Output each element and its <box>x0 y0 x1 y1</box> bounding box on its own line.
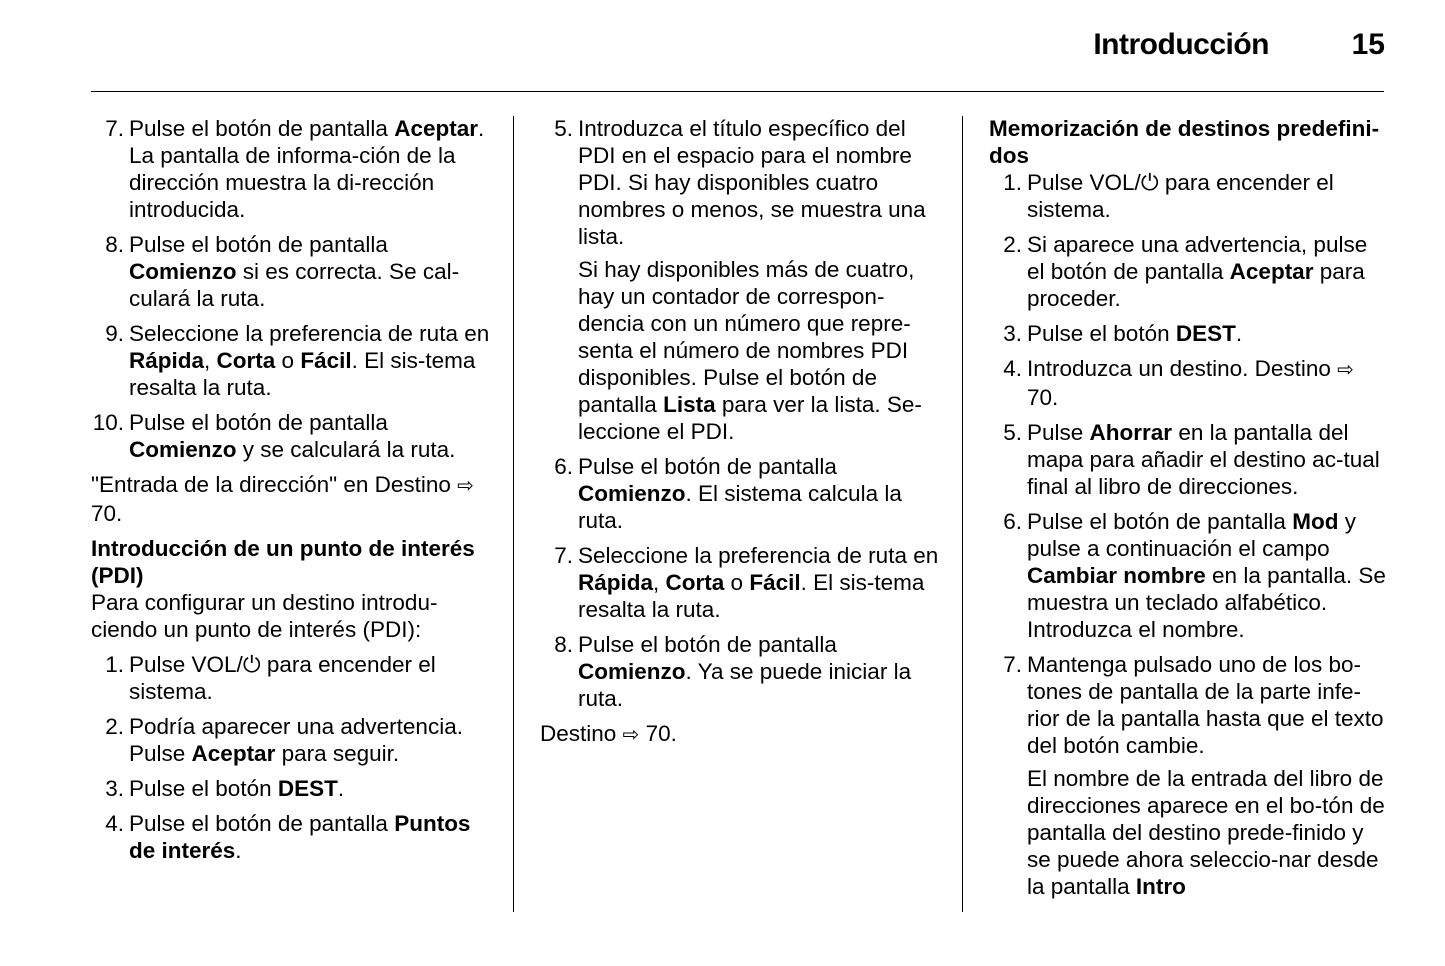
header-title: Introducción <box>1093 28 1269 61</box>
option-name: Corta <box>216 348 276 373</box>
button-name: Comienzo <box>578 659 686 684</box>
page-number: 15 <box>1351 28 1385 61</box>
item-text: Pulse el botón <box>1027 321 1176 346</box>
list-item <box>989 231 1389 312</box>
button-name: Ahorrar <box>1089 420 1173 445</box>
list-item <box>540 453 940 534</box>
item-text: Si aparece una advertencia, pulse el botón de pantalla <box>1027 232 1368 284</box>
item-text: Pulse el botón <box>129 776 278 801</box>
item-number: 7. <box>554 543 573 568</box>
button-name: Aceptar <box>1229 259 1314 284</box>
item-number: 4. <box>1003 356 1022 381</box>
list-item <box>91 775 496 802</box>
step-list-address <box>91 115 496 463</box>
cross-reference <box>91 471 496 527</box>
item-text: si es correcta. Se cal-culará la ruta. <box>129 259 460 311</box>
item-number: 7. <box>1003 652 1022 677</box>
button-name: Puntos de interés <box>129 811 471 863</box>
item-text: Podría aparecer una advertencia. Pulse <box>129 714 463 766</box>
power-icon: ⏻ <box>242 652 261 677</box>
item-text: . El sistema calcula la ruta. <box>578 481 902 533</box>
button-name: Comienzo <box>129 259 237 284</box>
page-arrow-icon: ⇨ <box>1337 359 1354 381</box>
item-text: en la pantalla del mapa para añadir el destino ac-tual final al libro de direcciones. <box>1027 420 1380 499</box>
item-number: 1. <box>105 652 124 677</box>
button-name: DEST <box>277 776 338 801</box>
item-number: 3. <box>1003 321 1022 346</box>
option-name: Rápida <box>129 348 205 373</box>
item-text: . <box>235 838 242 863</box>
list-item <box>540 542 940 623</box>
item-text: para encender el sistema. <box>1027 170 1334 222</box>
list-item <box>91 231 496 312</box>
button-name: Aceptar <box>191 741 276 766</box>
field-name: Cambiar nombre <box>1027 563 1206 588</box>
item-text: Pulse el botón de pantalla <box>1027 509 1293 534</box>
item-number: 9. <box>105 321 124 346</box>
reference-page: 70. <box>645 721 677 746</box>
item-text: Mantenga pulsado uno de los bo-tones de pantalla de la parte infe-rior de la pantalla hasta que el texto del botón cambie. <box>1027 652 1384 758</box>
button-name: Mod <box>1292 509 1339 534</box>
button-name: Aceptar <box>394 116 478 141</box>
section-heading: Memorización de destinos predefini-dos <box>989 116 1380 168</box>
column-1 <box>91 115 496 872</box>
column-3 <box>989 115 1389 908</box>
item-text: 70. <box>1027 385 1059 410</box>
power-icon: ⏻ <box>1140 170 1159 195</box>
list-item <box>91 409 496 463</box>
button-name: DEST <box>1175 321 1236 346</box>
item-text: El nombre de la entrada del libro de direcciones aparece en el bo-tón de pantalla del destino prede-finido y se puede ahora seleccio-nar desde la pantalla <box>1027 766 1385 899</box>
item-text: en la pantalla. Se muestra un teclado alfabético. Introduzca el nombre. <box>1027 563 1386 642</box>
item-number: 6. <box>554 454 573 479</box>
section-heading: Introducción de un punto de interés (PDI) <box>91 536 475 588</box>
reference-page: 70. <box>91 501 123 526</box>
item-text: y pulse a continuación el campo <box>1027 509 1356 561</box>
reference-text: "Entrada de la dirección" en Destino <box>91 472 451 497</box>
list-item <box>91 651 496 705</box>
header-rule <box>91 91 1384 92</box>
item-text: Pulse el botón de pantalla <box>578 632 837 657</box>
option-name: Fácil <box>749 570 801 595</box>
button-name: Lista <box>663 392 716 417</box>
item-text: para encender el sistema. <box>129 652 436 704</box>
item-number: 3. <box>105 776 124 801</box>
item-text: Seleccione la preferencia de ruta en <box>578 543 939 568</box>
option-name: Rápida <box>578 570 654 595</box>
list-item <box>989 320 1389 347</box>
item-text: Pulse el botón de pantalla <box>129 232 388 257</box>
item-text: Introduzca un destino. Destino <box>1027 356 1338 381</box>
column-divider-2 <box>962 116 963 912</box>
option-name: Fácil <box>300 348 352 373</box>
button-name: Comienzo <box>578 481 686 506</box>
item-text: o <box>275 348 301 373</box>
reference-text: Destino <box>540 721 617 746</box>
item-text: Seleccione la preferencia de ruta en <box>129 321 490 346</box>
column-divider-1 <box>513 116 514 912</box>
column-2 <box>540 115 940 757</box>
item-number: 7. <box>105 116 124 141</box>
item-number: 4. <box>105 811 124 836</box>
item-number: 8. <box>105 232 124 257</box>
item-number: 2. <box>105 714 124 739</box>
list-item <box>91 320 496 401</box>
item-text: , <box>653 570 666 595</box>
list-item <box>989 355 1389 411</box>
item-text: . La pantalla de informa-ción de la dirección muestra la di-rección introducida. <box>129 116 485 222</box>
step-list-poi <box>91 651 496 864</box>
item-number: 1. <box>1003 170 1022 195</box>
section-intro: Para configurar un destino introdu-ciendo un punto de interés (PDI): <box>91 590 438 642</box>
option-name: Corta <box>665 570 725 595</box>
item-text: . El sis-tema resalta la ruta. <box>578 570 925 622</box>
item-text: para ver la lista. Se-leccione el PDI. <box>578 392 922 444</box>
item-text: Introduzca el título específico del PDI en el espacio para el nombre PDI. Si hay disponibles cuatro nombres o menos, se muestra una lista. <box>578 116 926 249</box>
list-item-note <box>989 765 1389 900</box>
item-text: Si hay disponibles más de cuatro, hay un contador de correspon-dencia con un número que repre-senta el número de nombres PDI disponibles. Pulse el botón de pantalla <box>578 257 915 417</box>
list-item <box>540 631 940 712</box>
button-name: Intro <box>1135 874 1186 899</box>
item-text: . <box>337 776 345 801</box>
list-item <box>989 419 1389 500</box>
page-arrow-icon: ⇨ <box>622 724 640 746</box>
item-text: Pulse <box>1027 420 1090 445</box>
item-text: Pulse el botón de pantalla <box>129 116 395 141</box>
cross-reference <box>540 720 940 749</box>
item-text: . Ya se puede iniciar la ruta. <box>578 659 912 711</box>
item-text: Pulse VOL/ <box>1027 170 1141 195</box>
item-text: para proceder. <box>1027 259 1365 311</box>
item-text: Pulse VOL/ <box>129 652 243 677</box>
item-text: o <box>724 570 750 595</box>
item-number: 5. <box>554 116 573 141</box>
item-text: Pulse el botón de pantalla <box>129 811 395 836</box>
item-text: para seguir. <box>275 741 400 766</box>
step-list-memorize <box>989 169 1389 900</box>
list-item <box>989 651 1389 759</box>
item-number: 10. <box>92 410 124 435</box>
item-text: . El sis-tema resalta la ruta. <box>129 348 476 400</box>
button-name: Comienzo <box>129 437 237 462</box>
item-number: 2. <box>1003 232 1022 257</box>
page-arrow-icon: ⇨ <box>457 475 474 497</box>
item-text: . <box>1235 321 1243 346</box>
item-number: 5. <box>1003 420 1022 445</box>
item-text: y se calculará la ruta. <box>236 437 456 462</box>
list-item <box>91 810 496 864</box>
item-number: 8. <box>554 632 573 657</box>
list-item <box>540 115 940 250</box>
item-text: Pulse el botón de pantalla <box>578 454 837 479</box>
list-item <box>91 713 496 767</box>
list-item-note <box>540 256 940 445</box>
list-item <box>91 115 496 223</box>
list-item <box>989 169 1389 223</box>
item-text: Pulse el botón de pantalla <box>129 410 388 435</box>
item-text: , <box>204 348 217 373</box>
step-list-poi-continued <box>540 115 940 712</box>
item-number: 6. <box>1003 509 1022 534</box>
list-item <box>989 508 1389 643</box>
